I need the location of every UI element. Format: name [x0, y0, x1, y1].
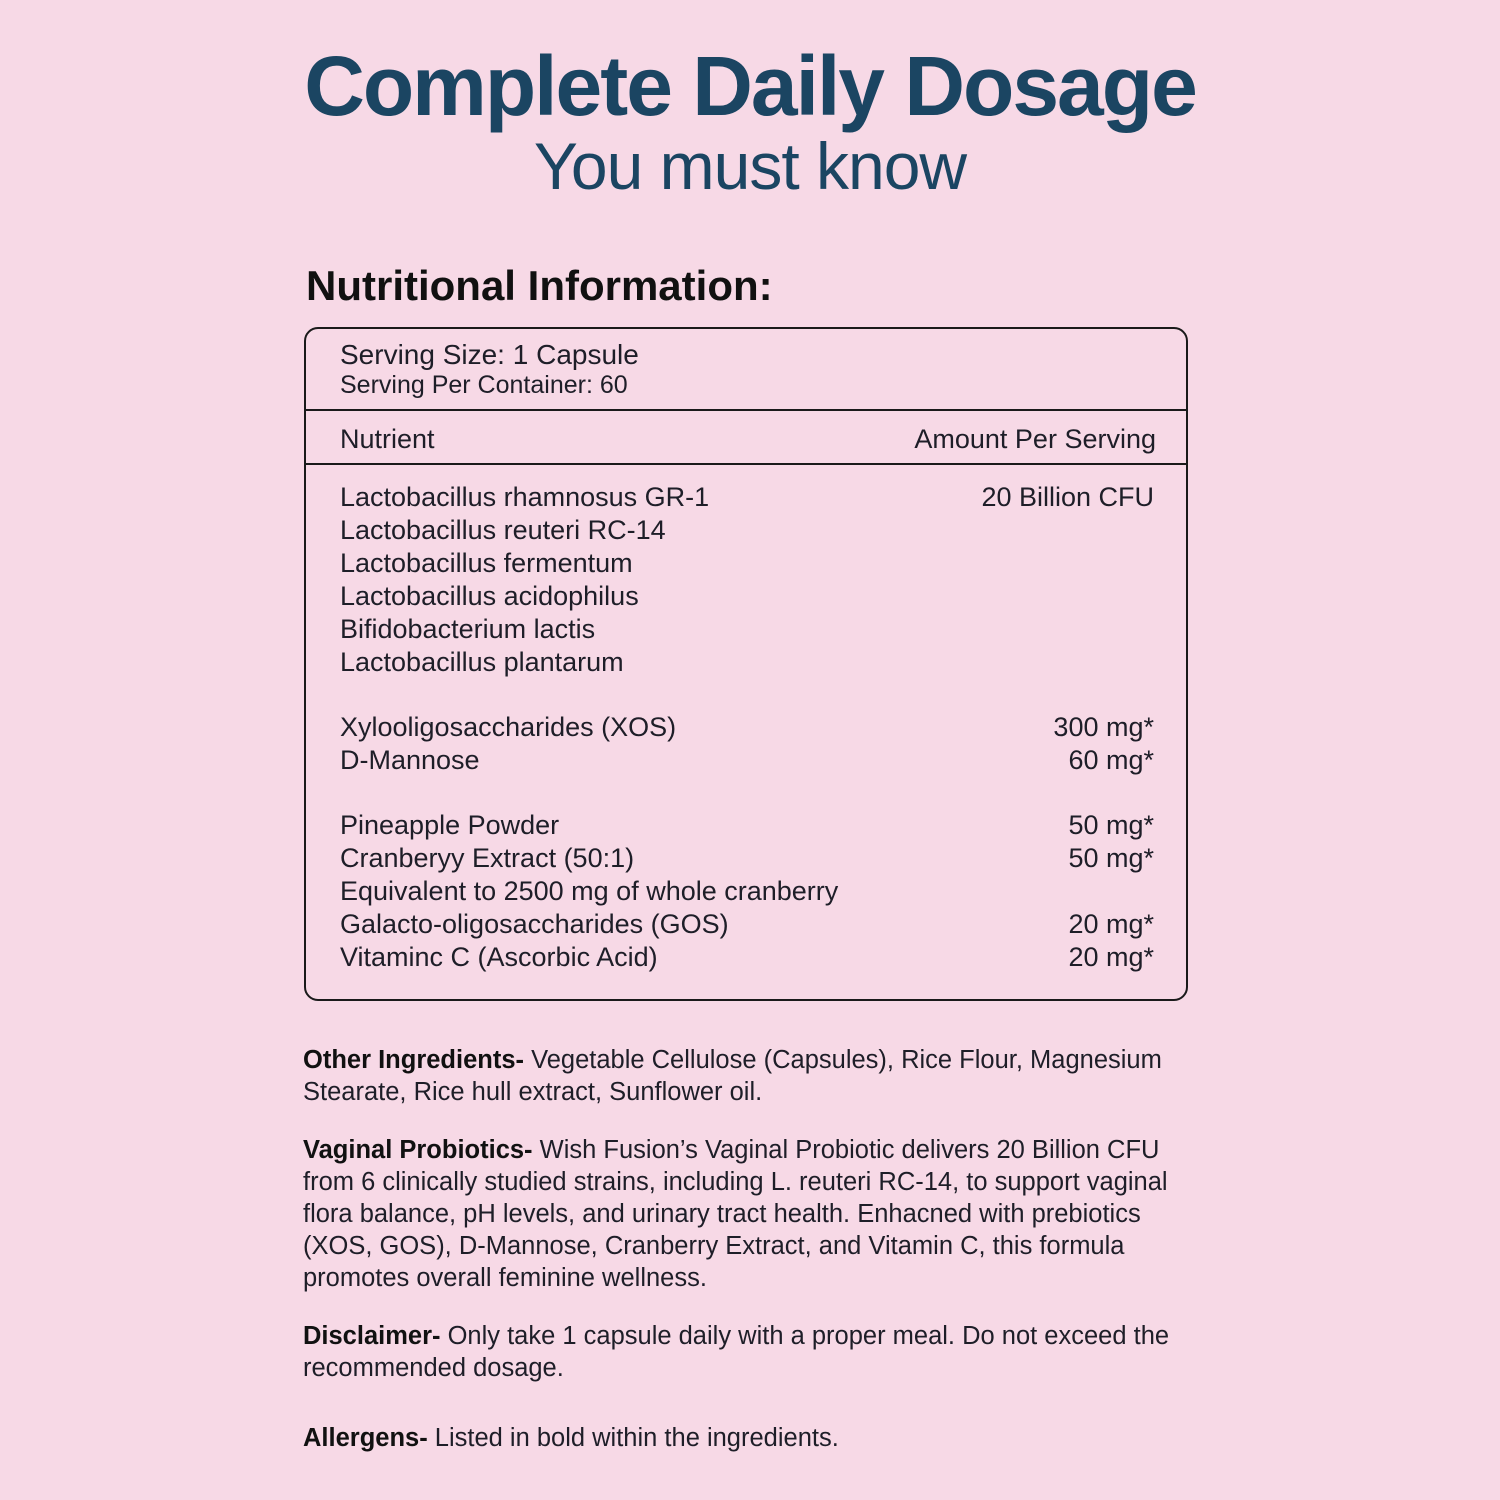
other-ingredients-label: Other Ingredients- — [303, 1046, 525, 1074]
nutrient-name: Lactobacillus reuteri RC-14 — [340, 515, 666, 545]
disclaimer-text: Only take 1 capsule daily with a proper meal. Do not exceed the recommended dosage. — [303, 1322, 1170, 1382]
nutrient-name: Equivalent to 2500 mg of whole cranberry — [340, 876, 839, 906]
table-row — [340, 481, 1154, 514]
nutrient-name: Lactobacillus rhamnosus GR-1 — [340, 482, 710, 512]
nutrient-list — [340, 481, 1154, 974]
nutrient-amount: 300 mg* — [1053, 712, 1154, 742]
nutrient-name: D-Mannose — [340, 745, 480, 775]
nutrient-name: Lactobacillus plantarum — [340, 647, 624, 677]
nutrition-facts-panel — [304, 327, 1188, 1001]
table-header — [340, 421, 1156, 457]
table-row — [340, 875, 1154, 908]
nutrient-name: Cranberyy Extract (50:1) — [340, 843, 635, 873]
nutrient-amount: 50 mg* — [1068, 843, 1154, 873]
allergens-text: Listed in bold within the ingredients. — [427, 1424, 839, 1452]
page-subtitle: You must know — [533, 129, 967, 203]
serving-info — [340, 339, 639, 399]
other-ingredients — [303, 1044, 1203, 1108]
nutrient-amount: 20 mg* — [1068, 909, 1154, 939]
table-row — [340, 908, 1154, 941]
column-header-amount: Amount Per Serving — [914, 424, 1156, 454]
disclaimer-note — [303, 1320, 1203, 1384]
divider — [306, 463, 1186, 465]
vaginal-probiotics-label: Vaginal Probiotics- — [303, 1136, 533, 1164]
column-header-nutrient: Nutrient — [340, 424, 435, 454]
vaginal-probiotics-text: Wish Fusion’s Vaginal Probiotic delivers 20 Billion CFU from 6 clinically studied strains, including L. reuteri RC-14, to support vaginal flora balance, pH levels, and urinary tract health. Enhacned with prebiotics (XOS, GOS), D-Mannose, Cranberry Extract, and Vitamin C, this formula promotes overall feminine wellness. — [303, 1136, 1168, 1292]
table-row — [340, 842, 1154, 875]
nutrient-name: Lactobacillus fermentum — [340, 548, 633, 578]
table-row — [340, 646, 1154, 679]
table-row — [340, 613, 1154, 646]
nutrient-amount: 20 mg* — [1068, 942, 1154, 972]
disclaimer-label: Disclaimer- — [303, 1322, 441, 1350]
table-row — [340, 809, 1154, 842]
divider — [306, 409, 1186, 411]
nutrient-name: Vitaminc C (Ascorbic Acid) — [340, 942, 658, 972]
nutrient-name: Galacto-oligosaccharides (GOS) — [340, 909, 729, 939]
row-spacer — [340, 679, 1154, 711]
nutrient-name: Lactobacillus acidophilus — [340, 581, 639, 611]
page-title: Complete Daily Dosage — [304, 39, 1196, 133]
vaginal-probiotics-note — [303, 1134, 1203, 1294]
nutrition-heading: Nutritional Information: — [306, 262, 773, 309]
table-row — [340, 744, 1154, 777]
table-row — [340, 711, 1154, 744]
table-row — [340, 547, 1154, 580]
nutrient-amount: 60 mg* — [1068, 745, 1154, 775]
table-row — [340, 514, 1154, 547]
serving-size: Serving Size: 1 Capsule — [340, 339, 639, 370]
allergens-note — [303, 1422, 1203, 1454]
nutrient-amount: 20 Billion CFU — [981, 482, 1154, 512]
nutrient-name: Pineapple Powder — [340, 810, 560, 840]
table-row — [340, 580, 1154, 613]
servings-per-container: Serving Per Container: 60 — [340, 371, 628, 399]
nutrient-name: Xylooligosaccharides (XOS) — [340, 712, 677, 742]
row-spacer — [340, 777, 1154, 809]
nutrient-name: Bifidobacterium lactis — [340, 614, 596, 644]
nutrient-amount: 50 mg* — [1068, 810, 1154, 840]
other-ingredients-text: Vegetable Cellulose (Capsules), Rice Flour, Magnesium Stearate, Rice hull extract, Sunflower oil. — [303, 1046, 1162, 1106]
allergens-label: Allergens- — [303, 1424, 428, 1452]
table-row — [340, 941, 1154, 974]
